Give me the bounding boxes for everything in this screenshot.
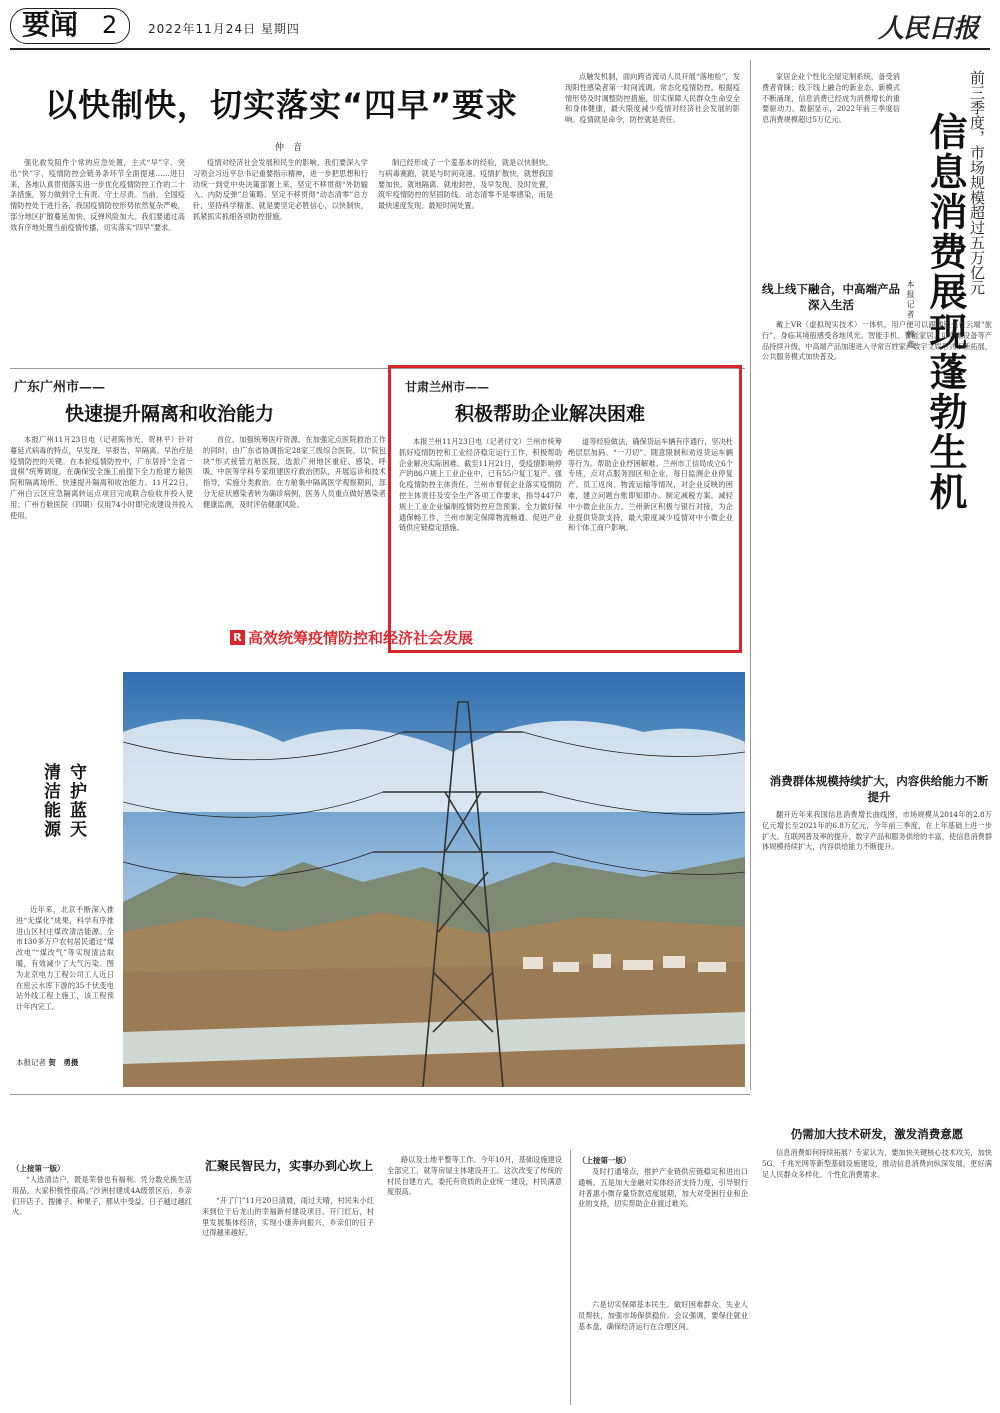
bottom-column-rule xyxy=(570,1150,571,1405)
lead-col-3 xyxy=(378,158,553,358)
right-paragraph: 翻开近年来我国信息消费增长曲线图，市场规模从2014年的2.8万亿元增长至2021年的6.8万亿元，今年前三季度，在上年基础上进一步扩大。互联网普及率的提升、数字产品和服务供给的丰富，使信息消费群体规模持续扩大，内容供给能力不断提升。 xyxy=(762,810,992,852)
banner-text: 高效统筹疫情防控和经济社会发展 xyxy=(248,629,474,647)
right-text-3 xyxy=(762,1148,992,1408)
bottom-col-1 xyxy=(12,1175,192,1405)
guangzhou-paragraph: 首位、加强统筹医疗资源。在加强定点医院救治工作的同时，由广东省协调指定28家三级综合医院，以“院包块”形式接管方舱医院，选派广州地区重症、感染、呼吸、中医等学科专家组建医疗救治团队，开展巡诊和技术指导，实施分类救治。在方舱集中隔离医学观察期间，部分无症状感染者转为确诊病例，医务人员重点做好感染者健康监测，及时评估健康风险。 xyxy=(203,435,386,509)
lanzhou-kicker: 甘肃兰州市—— xyxy=(405,380,490,394)
lead-author: 仲 音 xyxy=(275,143,303,153)
power-tower-photo xyxy=(123,672,745,1087)
lanzhou-paragraph: 道等经验做法，确保货运车辆有序通行，坚决杜绝层层加码、“一刀切”、随意限制和劝返货运车辆等行为。帮助企业纾困解难。兰州市工信局成立6个专班，点对点服务园区和企业，每日监测企业停复产、员工返岗、物流运输等情况，对企业反映的困难，建立问题台账即知即办。制定减税方案，减轻中小微企业压力。兰州新区积极与银行对接，为企业提供贷款支持，最大限度减少疫情对中小微企业和个体工商户影响。 xyxy=(568,437,733,533)
bottom-col-5 xyxy=(578,1300,748,1405)
bottom-col-2 xyxy=(202,1196,374,1406)
section-name: 要闻 xyxy=(22,8,79,41)
bottom-paragraph: 六是切实保障基本民生。做好困难群众、失业人员帮扶，加强市场保供稳价。会议强调，要保住就业基本盘，确保经济运行在合理区间。 xyxy=(578,1300,748,1331)
bottom-col-4 xyxy=(578,1167,748,1297)
lanzhou-col-1 xyxy=(399,437,562,647)
guangzhou-col-2 xyxy=(203,435,386,635)
right-text-2 xyxy=(762,810,992,1118)
page-number: 2 xyxy=(102,11,118,39)
right-text-1 xyxy=(762,320,992,764)
right-subhead-3: 仍需加大技术研发，激发消费意愿 xyxy=(790,1127,964,1141)
bottom-paragraph: 及时打通堵点，推护产业链供应链稳定和进出口通畅。五是加大金融对实体经济支持力度，引导银行对普惠小微存量贷款适度展期，加大对受困行业和企业的支持，切实帮助企业渡过难关。 xyxy=(578,1167,748,1209)
banner-r-icon: R xyxy=(230,630,245,645)
lead-col-2 xyxy=(193,158,368,358)
lead-paragraph: 点触发机制，面向跨省流动人员开展“落地检”，发现阳性感染者第一时间流调。常态化疫情防控，根据疫情形势及时调整防控措施，切实保障人民群众生命安全和身体健康，最大限度减少疫情对经济社会发展的影响。疫情就是命令，防控就是责任。 xyxy=(565,72,740,125)
caption-title-a: 守护蓝天 xyxy=(66,763,86,839)
jump-label-1: （上接第一版） xyxy=(12,1164,65,1173)
right-headline: 信息消费展现蓬勃生机 xyxy=(923,112,967,512)
caption-title-b: 清洁能源 xyxy=(40,763,60,839)
bottom-paragraph: “人选清洁户，既是荣誉也有福利。凭分数兑换生活用品，大家积极性很高。”沙洲村建成4A级景区后，乡亲们开店子、搜摊子、种果子，都从中受益，日子越过越红火。 xyxy=(12,1175,192,1217)
lead-paragraph: 制已经形成了一个羞基本的经验，就是以快制快。与病毒赛跑，就是与时间竞速。疫情扩散快，就想我国要加快。就地隔离、就地封控，及早发现、及时处置，筑牢疫情防控的坚固防线。动态清零不是零感染，而是最快速度发现、最短时间处置。 xyxy=(378,158,553,211)
bottom-col2-title: 汇聚民智民力，实事办到心坎上 xyxy=(204,1159,373,1173)
guangzhou-kicker: 广东广州市—— xyxy=(14,380,106,395)
right-subhead-2: 消费群体规模持续扩大，内容供给能力不断提升 xyxy=(769,774,989,804)
right-paragraph: 家居企业个性化全屋定制系统，备受消费者青睐；线下线上融合的新业态、新模式不断涌现，信息消费已经成为消费增长的重要驱动力。数据显示，2022年前三季度信息消费规模超过5万亿元。 xyxy=(762,72,900,125)
guangzhou-col-1 xyxy=(10,435,193,635)
lanzhou-col-2 xyxy=(568,437,733,647)
bottom-rule xyxy=(10,1094,750,1095)
lead-paragraph: 强化救发阻件个常的应急处置，主式“早”字、突出“快”字，疫情防控会链务条环节全面提速……进日来，各地认真贯彻落实进一步优化疫情防控工作的二十条措施，努力做到守土有责、守土尽责。当前，全国疫情防控处于进行各，我国疫情防控形势依然复杂严峻，部分地区扩散蔓延加快，反弹风险加大。我们要通过高效有序地处置当前疫情传播，切实落实“四早”要求。 xyxy=(10,158,185,232)
credit-label: 本报记者 xyxy=(16,1058,46,1067)
newspaper-logo: 人民日报 xyxy=(878,14,979,44)
right-paragraph: 信息消费如何持续拓展？专家认为，要加快关键核心技术攻关，加快5G、千兆光网等新型基础设施建设，推动信息消费向纵深发展，更好满足人民群众多样化、个性化消费需求。 xyxy=(762,1148,992,1179)
lead-title: 以快制快，切实落实“四早”要求 xyxy=(45,86,519,124)
masthead-rule xyxy=(10,48,990,50)
caption-paragraph: 近年来，北京不断深入推进“无煤化”成果，科学有序推进山区村庄煤改清洁能源。全市130多万户农村居民通过“煤改电”“煤改气”等实现清洁取暖，有效减少了大气污染。图为北京电力工程公司工人近日在密云水库下游的35千伏变电站外线工程上施工，该工程预计年内完工。 xyxy=(16,905,114,1012)
bottom-col-3 xyxy=(387,1155,562,1405)
right-byline: 本报记者 韩鑫 xyxy=(906,280,915,350)
masthead xyxy=(0,0,1000,50)
lead-col-1 xyxy=(10,158,185,358)
lanzhou-title: 积极帮助企业解决困难 xyxy=(455,403,646,425)
guangzhou-paragraph: 本报广州11月23日电（记者陈伟光、贺林平）针对蔓延式病毒的特点，早发现，早报告，早隔离、早治疗是疫情防控的关键。在本轮疫情防控中，广东居持“全省一盘棋”统筹调度，在确保安全施工前提下全力抢建方舱医院和隔离场所，快速提升隔离和收治能力。11月22日，广州白云区应急隔离转运点项目完成联合验收并投入使用；广州方舱医院（四期）仅用74小时即完成建设并投入使用。 xyxy=(10,435,193,520)
column-rule xyxy=(750,60,751,1090)
lead-paragraph: 疫情对经济社会发展和民生的影响，我们要深入学习领会习近平总书记重要指示精神，进一步把思想和行动统一到党中央决策部署上来，坚定不移贯彻“外防输入、内防反弹”总策略、坚定不移贯彻“动态清零”总方针，坚持科学精准、就是要坚定必胜信心，以快制快，抓紧抓实抓细各项防控措施。 xyxy=(193,158,368,221)
photo-credit xyxy=(16,1057,78,1068)
issue-date: 2022年11月24日 星期四 xyxy=(148,22,300,36)
lead-col-4 xyxy=(565,72,740,362)
jump-label-2: （上接第一版） xyxy=(578,1156,631,1165)
right-paragraph: 戴上VR（虚拟现实技术）一体机，用户便可以跟随镜头在云端“旅行”，身临其境般感受各地风光。智能手机、智能家居、可穿戴设备等产品持续升级，中高端产品加速进入寻常百姓家。数字文娱形式不断拓展，公共服务模式加快普及。 xyxy=(762,320,992,362)
bottom-paragraph: “开了门”11月20日清晨，雨过天晴，村民朱小红来到位于后龙山的幸福新村建设项目。开门红后，村里发展集体经济，实现小康奔向振兴，乡亲们的日子过得越来越好。 xyxy=(202,1196,374,1238)
guangzhou-title: 快速提升隔离和收治能力 xyxy=(65,403,275,425)
right-intro xyxy=(762,72,900,270)
photo-illustration xyxy=(123,672,745,1087)
lanzhou-paragraph: 本报兰州11月23日电（记者付文）兰州市统筹抓好疫情防控和工业经济稳定运行工作，积极帮助企业解决实际困难。截至11月21日，受疫情影响停产的86户规上工业企业中，已有55户复工复产。强化疫情防控主体责任。兰州市督促企业落实疫情防控主体责任及安全生产各项工作要求，指导447户规上工业企业编制疫情防控应急预案。全力做好保通保畅工作，兰州市制定保障物流畅通、促进产业链供应链稳定措施。 xyxy=(399,437,562,533)
photo-caption-text xyxy=(16,905,114,1055)
right-subhead-1: 线上线下融合，中高端产品深入生活 xyxy=(762,282,900,312)
right-pre-headline: 前三季度，市场规模超过五万亿元 xyxy=(968,70,986,295)
bottom-paragraph: 路以及土地平整等工作。今年10月，基础设施建设全部完工，就等房屋主体建设开工。这次改变了传统的村民自建方式，委托有资质的企业统一建设，村民满意度很高。 xyxy=(387,1155,562,1197)
credit-name: 贺 勇摄 xyxy=(48,1058,79,1067)
